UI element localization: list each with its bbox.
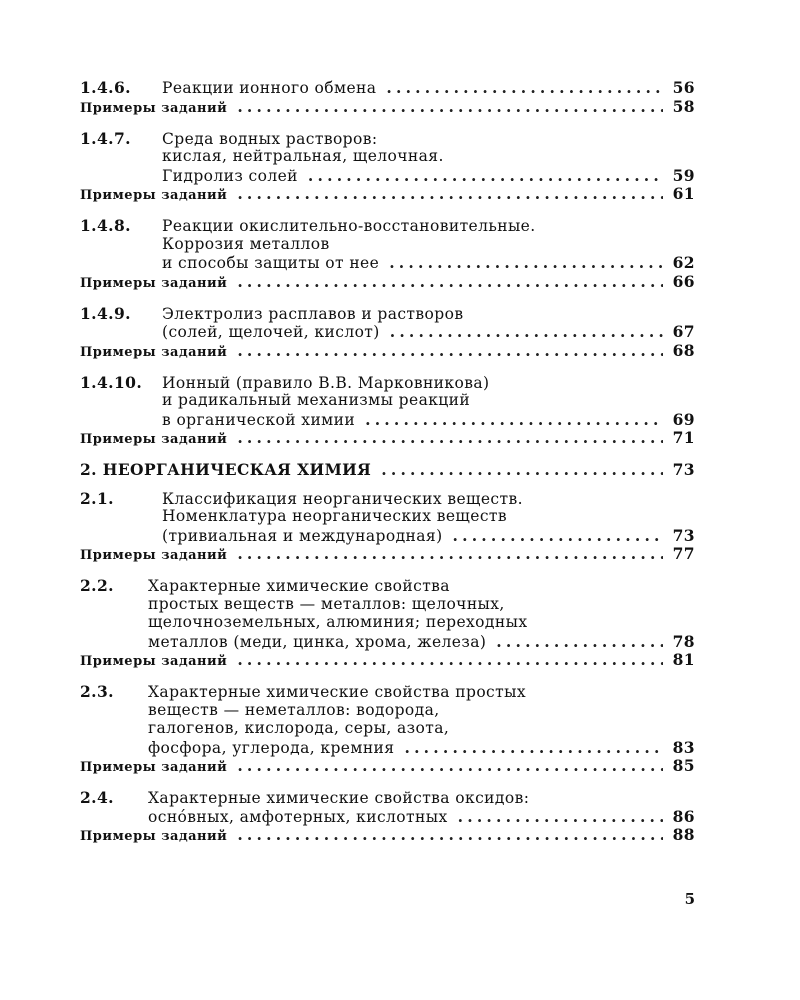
- toc-line: [80, 147, 695, 166]
- entry-title: кислая, нейтральная, щелочная.: [162, 147, 444, 165]
- dot-leader: [365, 410, 663, 429]
- examples-line: [80, 272, 695, 294]
- dot-leader: [237, 650, 663, 669]
- examples-label: Примеры заданий: [80, 100, 228, 116]
- entry-title: металлов (меди, цинка, хрома, железа): [148, 632, 487, 651]
- examples-label: Примеры заданий: [80, 654, 228, 669]
- entry-title: веществ — неметаллов: водорода,: [148, 700, 440, 719]
- entry-title: щелочноземельных, алюминия; переходных: [148, 613, 528, 631]
- toc-line: [80, 78, 695, 97]
- toc-entry: [80, 576, 695, 672]
- entry-number: 1.4.10.: [80, 372, 143, 392]
- examples-page: 68: [672, 340, 695, 360]
- examples-label: Примеры заданий: [80, 188, 228, 203]
- toc-entry: [80, 788, 695, 847]
- entry-title: Характерные химические свойства простых: [148, 683, 526, 701]
- toc-line: [80, 719, 695, 738]
- entry-page: 56: [672, 78, 695, 97]
- dot-leader: [237, 341, 663, 360]
- entry-title: (солей, щелочей, кислот): [162, 323, 380, 341]
- examples-line: [80, 650, 695, 672]
- examples-line: [80, 97, 695, 119]
- toc-line: [80, 410, 695, 429]
- toc-line: [80, 682, 695, 701]
- entry-title: Классификация неорганических веществ.: [162, 489, 523, 508]
- entry-number: 2.1.: [80, 488, 114, 508]
- entry-title: галогенов, кислорода, серы, азота,: [148, 719, 450, 737]
- toc-entry: [80, 489, 695, 567]
- entry-number: 2.4.: [80, 788, 114, 807]
- entry-title: в органической химии: [162, 410, 356, 429]
- toc-line: [80, 632, 695, 651]
- entry-page: 83: [672, 737, 695, 757]
- entry-page: 69: [672, 409, 695, 429]
- entry-title: и радикальный механизмы реакций: [162, 391, 471, 409]
- toc-entry: [80, 682, 695, 778]
- examples-page: 85: [672, 756, 695, 775]
- entry-title: фосфора, углерода, кремния: [148, 738, 395, 757]
- dot-leader: [386, 78, 663, 97]
- examples-page: 58: [672, 96, 695, 116]
- toc-line: [80, 129, 695, 148]
- examples-label: Примеры заданий: [80, 829, 228, 844]
- dot-leader: [237, 544, 663, 563]
- toc-line: [80, 613, 695, 632]
- toc-line: [80, 391, 695, 410]
- entry-page: 59: [672, 165, 695, 185]
- toc-line: [80, 489, 695, 508]
- examples-line: [80, 825, 695, 847]
- section-title: 2. НЕОРГАНИЧЕСКАЯ ХИМИЯ: [80, 460, 372, 479]
- section-heading: [80, 460, 695, 479]
- dot-leader: [390, 322, 663, 341]
- dot-leader: [389, 253, 663, 272]
- dot-leader: [381, 460, 663, 479]
- examples-page: 77: [672, 544, 695, 563]
- entry-title: Характерные химические свойства: [148, 577, 450, 595]
- examples-page: 88: [672, 825, 695, 844]
- toc-line: [80, 788, 695, 807]
- examples-line: [80, 341, 695, 363]
- dot-leader: [308, 166, 663, 185]
- dot-leader: [237, 428, 663, 447]
- examples-label: Примеры заданий: [80, 760, 228, 775]
- examples-line: [80, 428, 695, 450]
- toc-line: [80, 807, 695, 826]
- dot-leader: [237, 184, 663, 203]
- examples-page: 66: [672, 271, 695, 291]
- entry-number: 2.2.: [80, 576, 114, 595]
- toc-line: [80, 253, 695, 272]
- examples-page: 71: [672, 428, 695, 447]
- dot-leader: [404, 738, 663, 757]
- entry-number: 1.4.9.: [80, 303, 131, 323]
- entry-title: Ионный (правило В.В. Марковникова): [162, 373, 490, 392]
- toc-line: [80, 738, 695, 757]
- entry-page: 73: [672, 525, 695, 545]
- toc-line: [80, 701, 695, 720]
- dot-leader: [458, 807, 663, 826]
- entry-title: Коррозия металлов: [162, 234, 330, 253]
- toc-line: [80, 216, 695, 235]
- toc-line: [80, 235, 695, 254]
- entry-title: Среда водных растворов:: [162, 129, 378, 148]
- entry-title: Характерные химические свойства оксидов:: [148, 789, 530, 807]
- examples-label: Примеры заданий: [80, 344, 228, 360]
- examples-line: [80, 756, 695, 778]
- examples-page: 61: [672, 184, 695, 203]
- toc-entry: [80, 373, 695, 451]
- dot-leader: [237, 825, 663, 844]
- entry-number: 1.4.6.: [80, 78, 131, 97]
- toc-line: [80, 373, 695, 392]
- entry-number: 1.4.8.: [80, 216, 131, 235]
- entry-title: Электролиз расплавов и растворов: [162, 304, 464, 323]
- entry-title: Реакции ионного обмена: [162, 79, 377, 97]
- dot-leader: [237, 272, 663, 291]
- entry-page: 78: [672, 631, 695, 651]
- page-number: 5: [684, 890, 695, 908]
- toc-line: [80, 576, 695, 595]
- table-of-contents: [80, 78, 695, 857]
- toc-line: [80, 166, 695, 185]
- dot-leader: [237, 756, 663, 775]
- dot-leader: [237, 97, 663, 116]
- entry-title: осно́вных, амфотерных, кислотных: [148, 807, 448, 826]
- entry-title: простых веществ — металлов: щелочных,: [148, 594, 505, 613]
- entry-page: 73: [672, 460, 695, 479]
- examples-page: 81: [672, 650, 695, 669]
- entry-title: Реакции окислительно-восстановительные.: [162, 217, 536, 235]
- dot-leader: [496, 632, 663, 651]
- toc-line: [80, 595, 695, 614]
- toc-line: [80, 460, 695, 479]
- examples-label: Примеры заданий: [80, 548, 228, 563]
- dot-leader: [453, 526, 663, 545]
- entry-page: 62: [672, 253, 695, 272]
- examples-label: Примеры заданий: [80, 275, 228, 291]
- entry-title: Гидролиз солей: [162, 166, 298, 185]
- examples-label: Примеры заданий: [80, 432, 228, 447]
- entry-title: (тривиальная и международная): [162, 526, 443, 545]
- entry-number: 2.3.: [80, 682, 114, 701]
- toc-entry: [80, 129, 695, 207]
- examples-line: [80, 544, 695, 566]
- examples-line: [80, 184, 695, 206]
- entry-page: 67: [672, 322, 695, 341]
- entry-title: и способы защиты от нее: [162, 254, 380, 272]
- toc-entry: [80, 216, 695, 294]
- toc-entry: [80, 78, 695, 119]
- toc-line: [80, 304, 695, 323]
- entry-title: Номенклатура неорганических веществ: [162, 507, 508, 525]
- toc-line: [80, 507, 695, 526]
- toc-line: [80, 526, 695, 545]
- toc-line: [80, 322, 695, 341]
- toc-entry: [80, 304, 695, 363]
- entry-page: 86: [672, 806, 695, 826]
- entry-number: 1.4.7.: [80, 128, 131, 148]
